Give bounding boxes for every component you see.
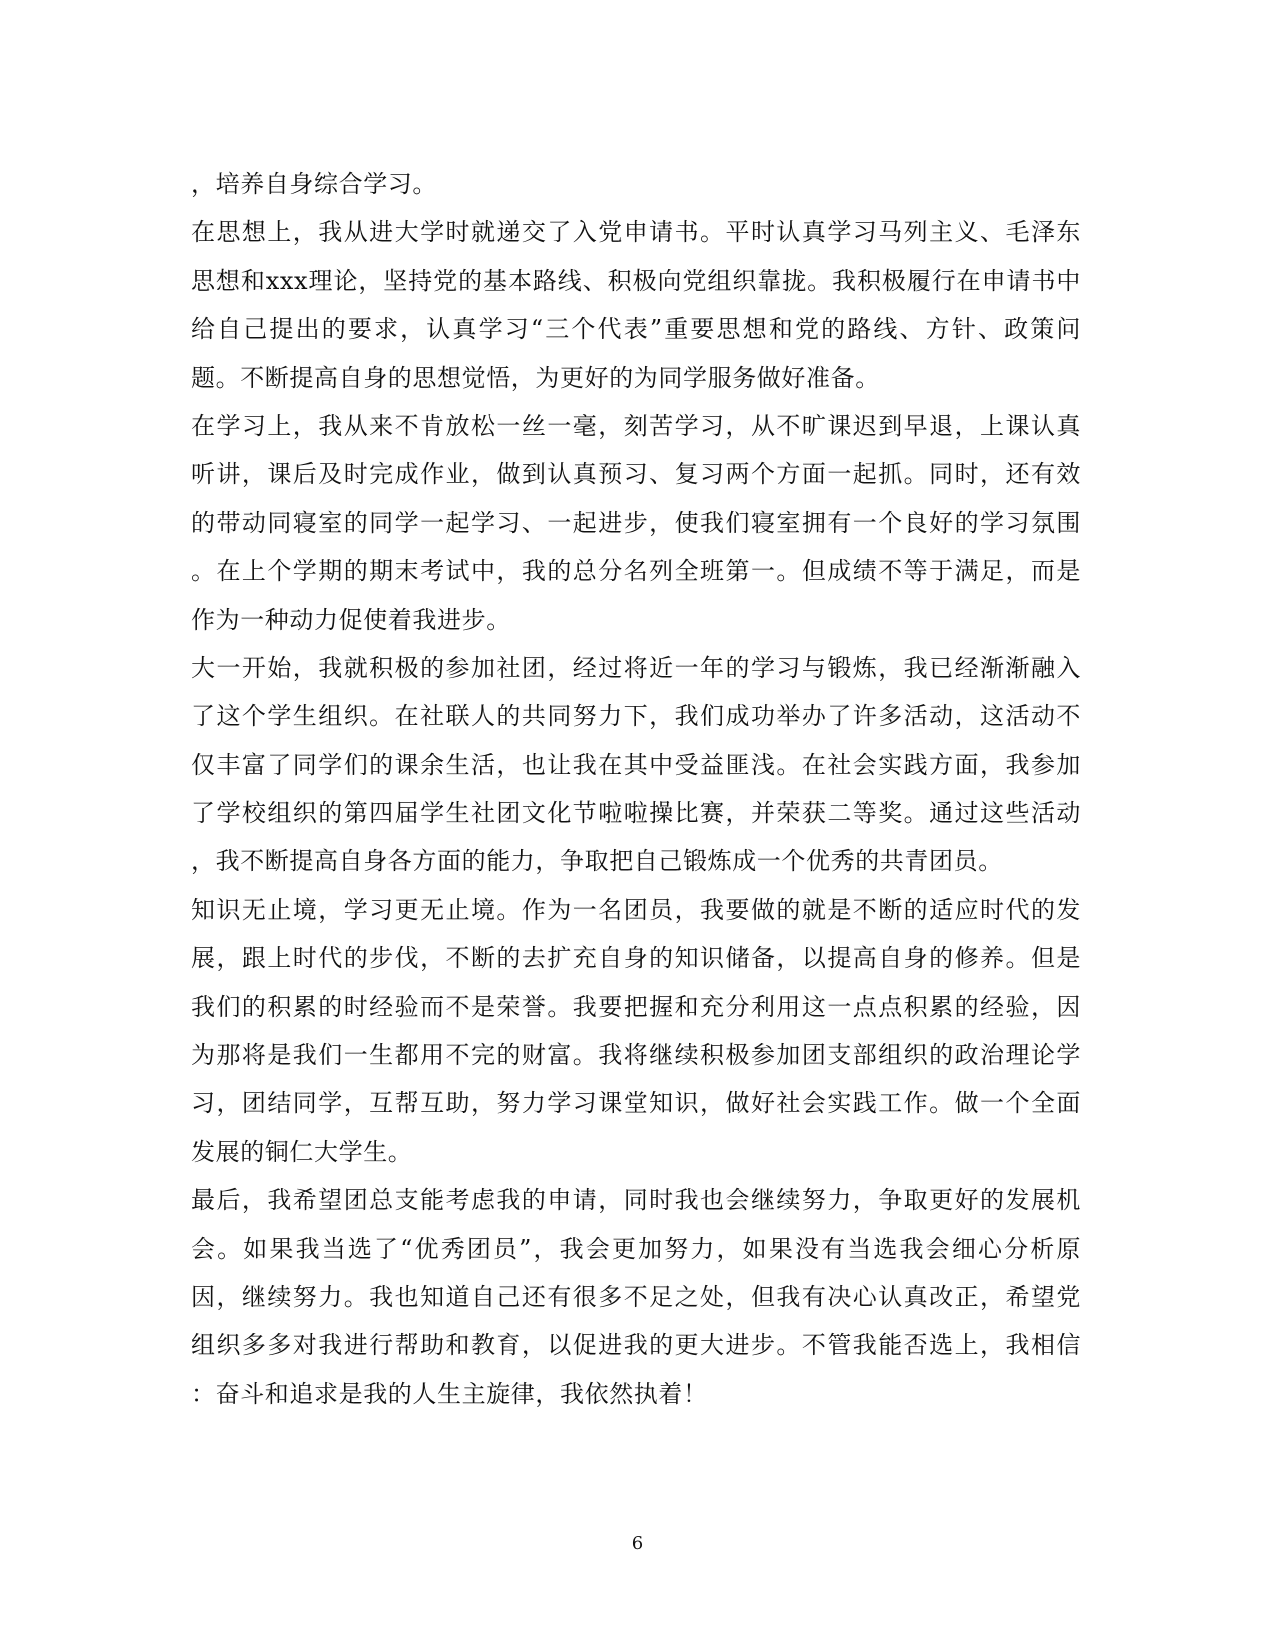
text-line: 作为一种动力促使着我进步。 bbox=[191, 605, 511, 634]
text-line: 因，继续努力。我也知道自己还有很多不足之处，但我有决心认真改正，希望党 bbox=[191, 1282, 1081, 1311]
document-body bbox=[191, 160, 1081, 1418]
text-line: 展，跟上时代的步伐，不断的去扩充自身的知识储备，以提高自身的修养。但是 bbox=[191, 944, 1081, 973]
text-line: 为那将是我们一生都用不完的财富。我将继续积极参加团支部组织的政治理论学 bbox=[191, 1041, 1081, 1070]
text-line: 了这个学生组织。在社联人的共同努力下，我们成功举办了许多活动，这活动不 bbox=[191, 702, 1081, 731]
text-line: 了学校组织的第四届学生社团文化节啦啦操比赛，并荣获二等奖。通过这些活动 bbox=[191, 799, 1081, 828]
text-line: 大一开始，我就积极的参加社团，经过将近一年的学习与锻炼，我已经渐渐融入 bbox=[191, 653, 1081, 682]
text-line: 在思想上，我从进大学时就递交了入党申请书。平时认真学习马列主义、毛泽东 bbox=[191, 218, 1081, 247]
text-line: 最后，我希望团总支能考虑我的申请，同时我也会继续努力，争取更好的发展机 bbox=[191, 1186, 1081, 1215]
text-line: 思想和xxx理论，坚持党的基本路线、积极向党组织靠拢。我积极履行在申请书中 bbox=[191, 266, 1081, 295]
text-line: 发展的铜仁大学生。 bbox=[191, 1137, 413, 1166]
text-line: 会。如果我当选了“优秀团员”，我会更加努力，如果没有当选我会细心分析原 bbox=[191, 1234, 1081, 1263]
text-line: ，我不断提高自身各方面的能力，争取把自己锻炼成一个优秀的共青团员。 bbox=[191, 847, 1003, 876]
text-line: 的带动同寝室的同学一起学习、一起进步，使我们寝室拥有一个良好的学习氛围 bbox=[191, 508, 1081, 537]
text-line: 在学习上，我从来不肯放松一丝一毫，刻苦学习，从不旷课迟到早退，上课认真 bbox=[191, 411, 1081, 440]
text-line: 组织多多对我进行帮助和教育，以促进我的更大进步。不管我能否选上，我相信 bbox=[191, 1331, 1081, 1360]
text-line: 仅丰富了同学们的课余生活，也让我在其中受益匪浅。在社会实践方面，我参加 bbox=[191, 750, 1081, 779]
text-line: 题。不断提高自身的思想觉悟，为更好的为同学服务做好准备。 bbox=[191, 363, 880, 392]
text-line: ：奋斗和追求是我的人生主旋律，我依然执着！ bbox=[191, 1379, 708, 1408]
text-line: 我们的积累的时经验而不是荣誉。我要把握和充分利用这一点点积累的经验，因 bbox=[191, 992, 1081, 1021]
text-line: 知识无止境，学习更无止境。作为一名团员，我要做的就是不断的适应时代的发 bbox=[191, 895, 1081, 924]
text-line: 给自己提出的要求，认真学习“三个代表”重要思想和党的路线、方针、政策问 bbox=[191, 315, 1081, 344]
page-number: 6 bbox=[631, 1533, 644, 1554]
text-line: 习，团结同学，互帮互助，努力学习课堂知识，做好社会实践工作。做一个全面 bbox=[191, 1089, 1081, 1118]
text-line: ，培养自身综合学习。 bbox=[191, 170, 437, 198]
text-line: 。在上个学期的期末考试中，我的总分名列全班第一。但成绩不等于满足，而是 bbox=[191, 557, 1081, 586]
text-line: 听讲，课后及时完成作业，做到认真预习、复习两个方面一起抓。同时，还有效 bbox=[191, 460, 1081, 489]
